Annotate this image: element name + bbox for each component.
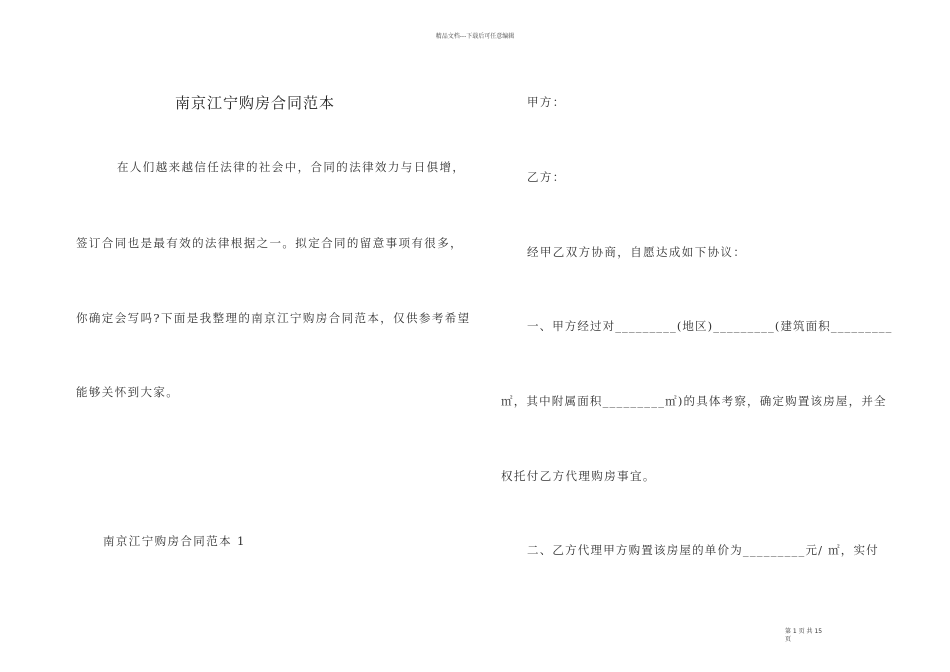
clause-1-line-3: 权托付乙方代理购房事宜。 bbox=[501, 469, 656, 483]
section-heading: 南京江宁购房合同范本 1 bbox=[103, 534, 246, 548]
page-number bbox=[785, 628, 822, 644]
party-b-line: 乙方： bbox=[527, 170, 566, 184]
page-number-line-1: 第 1 页 共 15 bbox=[785, 628, 823, 635]
party-a-line: 甲方： bbox=[527, 95, 566, 109]
clause-2-line-1: 二、乙方代理甲方购置该房屋的单价为_________元/ ㎡，实付 bbox=[527, 543, 879, 557]
agreement-intro-line: 经甲乙双方协商，自愿达成如下协议： bbox=[527, 245, 747, 259]
clause-1-line-1: 一、甲方经过对_________(地区)_________(建筑面积_________ bbox=[527, 319, 893, 333]
clause-1-line-2: ㎡，其中附属面积_________㎡)的具体考察，确定购置该房屋，并全 bbox=[501, 394, 887, 408]
page-header: 精品文档---下载后可任意编辑 bbox=[435, 33, 515, 40]
page-number-line-2: 页 bbox=[785, 636, 792, 643]
intro-line-3: 你确定会写吗?下面是我整理的南京江宁购房合同范本，仅供参考希望 bbox=[76, 311, 471, 325]
intro-line-4: 能够关怀到大家。 bbox=[76, 385, 180, 399]
document-title: 南京江宁购房合同范本 bbox=[175, 94, 336, 112]
intro-line-2: 签订合同也是最有效的法律根据之一。拟定合同的留意事项有很多， bbox=[76, 236, 463, 250]
intro-line-1: 在人们越来越信任法律的社会中，合同的法律效力与日俱增， bbox=[117, 160, 466, 174]
